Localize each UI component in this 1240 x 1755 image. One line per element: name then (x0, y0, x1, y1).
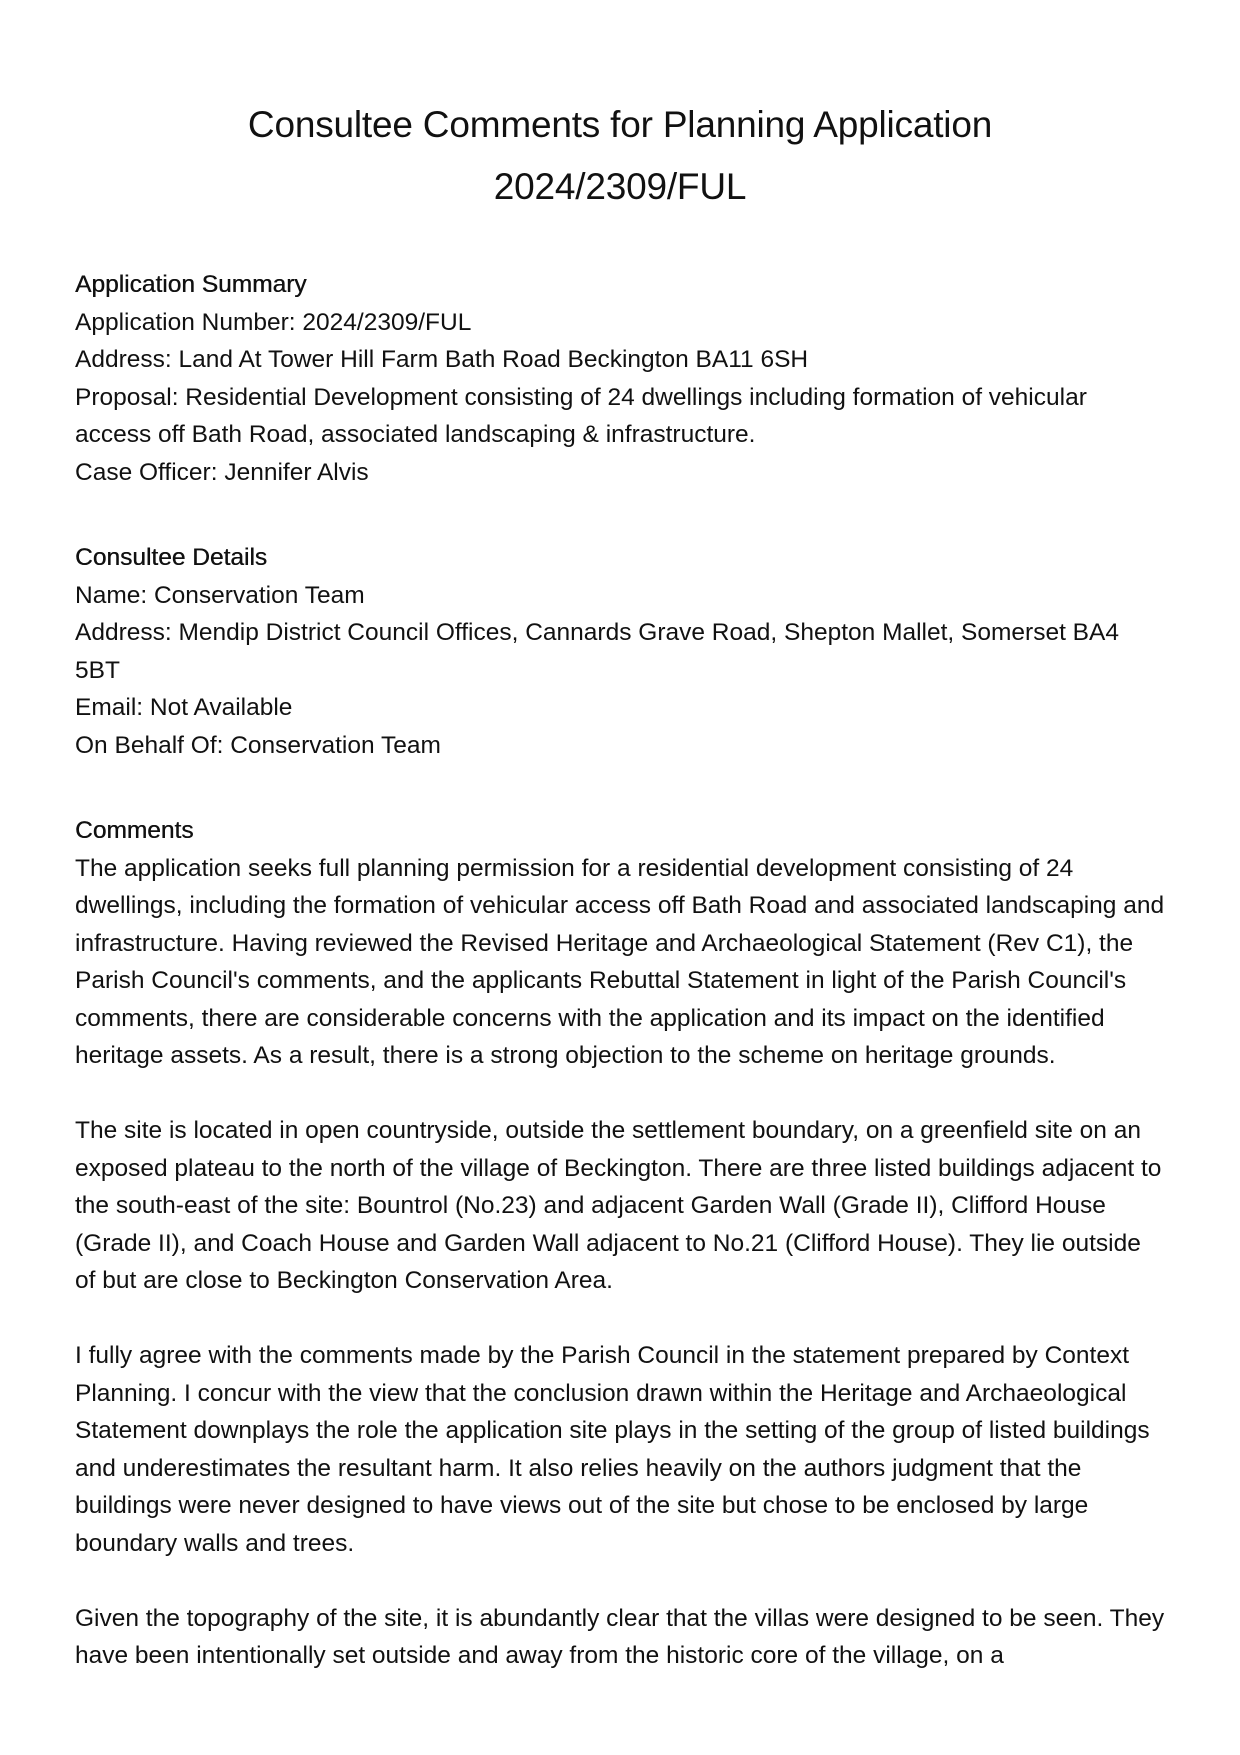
comments-heading: Comments (75, 817, 194, 844)
application-summary-section (75, 266, 1165, 491)
page-title-line-2: 2024/2309/FUL (493, 166, 747, 207)
application-summary-heading: Application Summary (75, 271, 307, 298)
consultee-details-heading: Consultee Details (75, 544, 268, 571)
application-address: Address: Land At Tower Hill Farm Bath Road Beckington BA11 6SH (75, 346, 809, 373)
comment-paragraph: I fully agree with the comments made by the Parish Council in the statement prepared by Context Planning. I concur with the view that the conclusion drawn within the Heritage and Archaeological Statement downplays the role the application site plays in the setting of the group of listed buildings and underestimates the resultant harm. It also relies heavily on the authors judgment that the buildings were never designed to have views out of the site but chose to be enclosed by large boundary walls and trees. (75, 1342, 1150, 1557)
comment-paragraph: The site is located in open countryside, outside the settlement boundary, on a greenfield site on an exposed plateau to the north of the village of Beckington. There are three listed buildings adjacent to the south-east of the site: Bountrol (No.23) and adjacent Garden Wall (Grade II), Clifford House (Grade II), and Coach House and Garden Wall adjacent to No.21 (Clifford House). They lie outside of but are close to Beckington Conservation Area. (75, 1117, 1162, 1294)
consultee-name: Name: Conservation Team (75, 581, 365, 609)
application-proposal: Proposal: Residential Development consisting of 24 dwellings including formation of vehicular access off Bath Road, associated landscaping & infrastructure. (75, 383, 1087, 448)
consultee-address: Address: Mendip District Council Offices, Cannards Grave Road, Shepton Mallet, Somerset BA4 5BT (75, 619, 1119, 684)
page-title-line-1: Consultee Comments for Planning Application (247, 104, 993, 145)
consultee-details-section (75, 539, 1165, 764)
application-number: Application Number: 2024/2309/FUL (75, 308, 472, 336)
comments-body (75, 850, 1165, 1675)
consultee-on-behalf-of: On Behalf Of: Conservation Team (75, 731, 441, 759)
consultee-email: Email: Not Available (75, 694, 293, 721)
comments-section (75, 812, 1165, 1675)
comment-paragraph: Given the topography of the site, it is abundantly clear that the villas were designed to be seen. They have been intentionally set outside and away from the historic core of the village, on a (75, 1604, 1165, 1669)
comment-paragraph: The application seeks full planning permission for a residential development consisting of 24 dwellings, including the formation of vehicular access off Bath Road and associated landscaping and infrastructure. Having reviewed the Revised Heritage and Archaeological Statement (Rev C1), the Parish Council's comments, and the applicants Rebuttal Statement in light of the Parish Council's comments, there are considerable concerns with the application and its impact on the identified heritage assets. As a result, there is a strong objection to the scheme on heritage grounds. (75, 854, 1165, 1069)
case-officer: Case Officer: Jennifer Alvis (75, 458, 369, 486)
page-title (75, 94, 1165, 218)
